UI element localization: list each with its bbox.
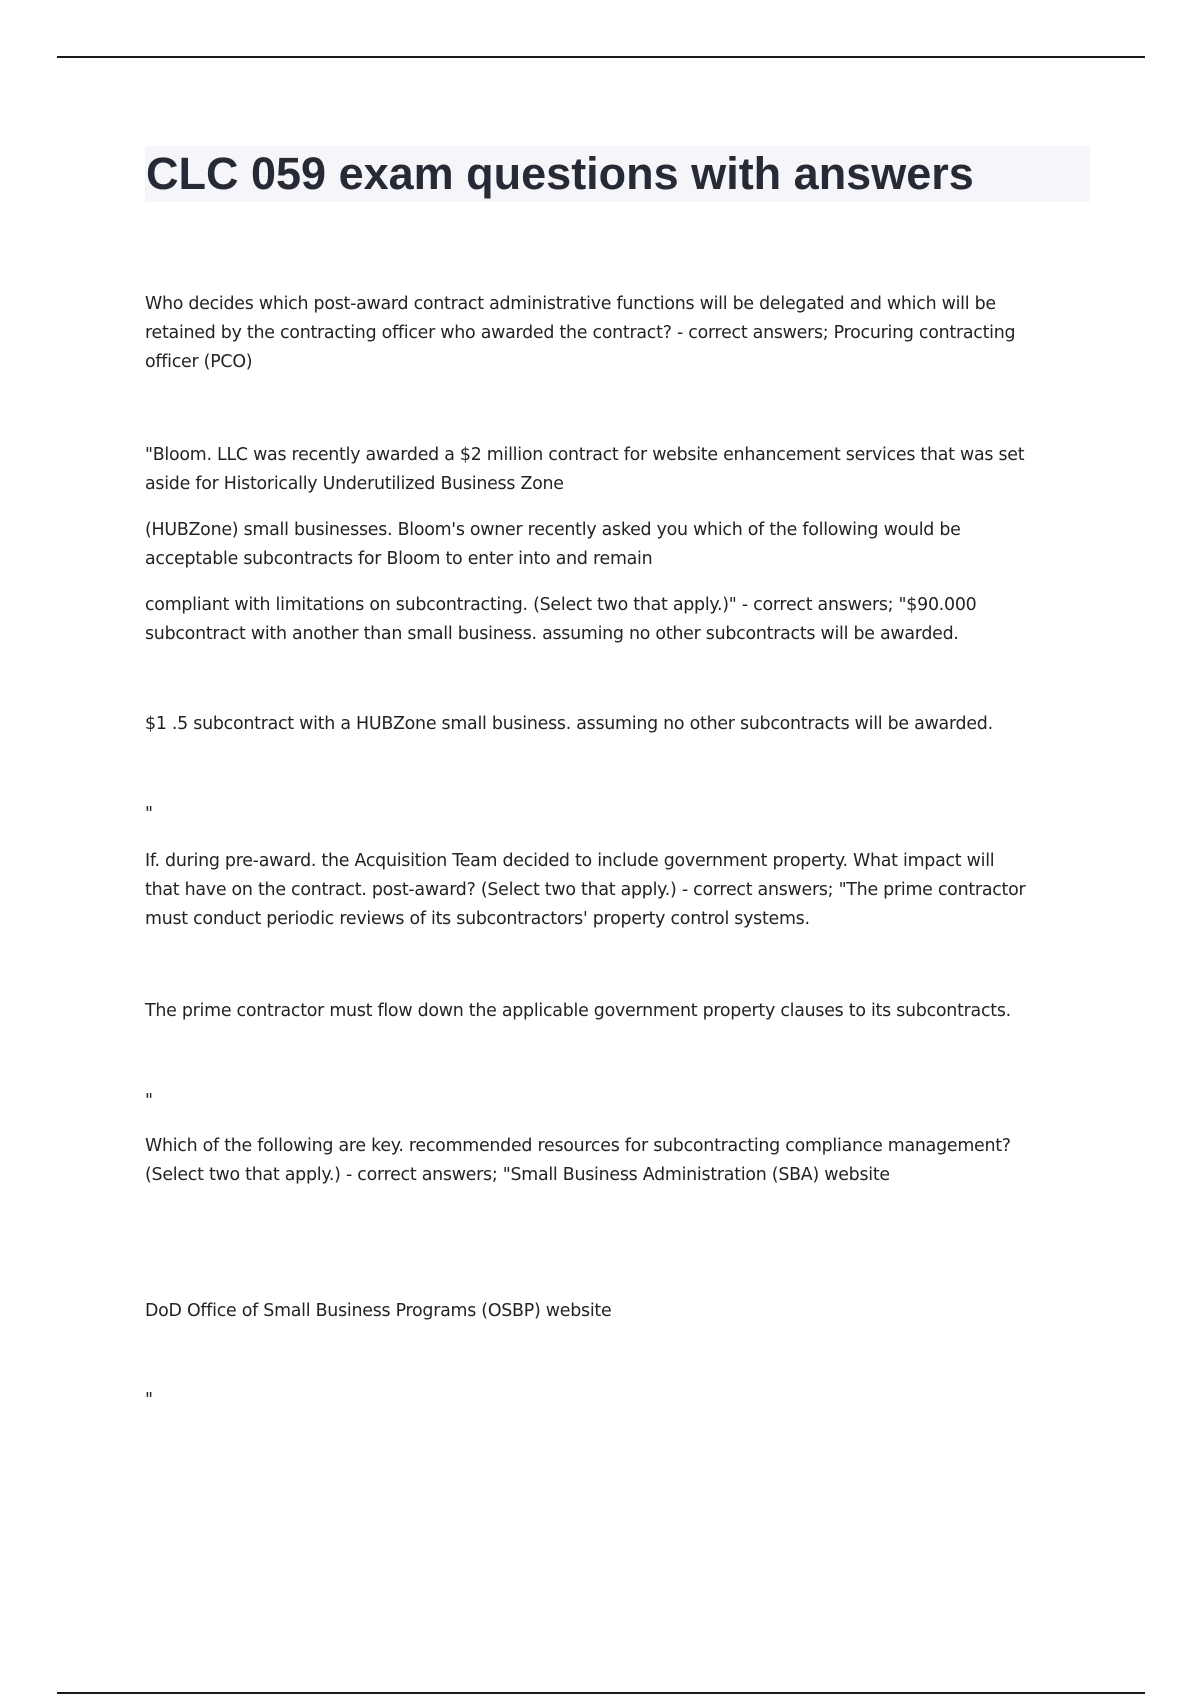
paragraph-q3-answer-option2	[145, 997, 1090, 1026]
text-line: "	[145, 1091, 153, 1111]
text-line: compliant with limitations on subcontracting. (Select two that apply.)" - correct answers; "$90.000	[145, 595, 977, 615]
paragraph-q2-part1	[145, 441, 1090, 499]
text-line: acceptable subcontracts for Bloom to enter into and remain	[145, 549, 653, 569]
paragraph-closing-quote	[145, 1087, 1090, 1116]
paragraph-closing-quote	[145, 1386, 1090, 1415]
paragraph-q3	[145, 847, 1090, 934]
text-line: "Bloom. LLC was recently awarded a $2 million contract for website enhancement services that was set	[145, 445, 1025, 465]
paragraph-q2-answer-option2	[145, 710, 1090, 739]
text-line: officer (PCO)	[145, 352, 253, 372]
text-line: Who decides which post-award contract administrative functions will be delegated and which will be	[145, 294, 996, 314]
text-line: that have on the contract. post-award? (Select two that apply.) - correct answers; "The prime contractor	[145, 880, 1026, 900]
bottom-rule	[57, 1692, 1145, 1694]
text-line: subcontract with another than small business. assuming no other subcontracts will be awarded.	[145, 624, 959, 644]
text-line: The prime contractor must flow down the applicable government property clauses to its subcontracts.	[145, 1001, 1011, 1021]
text-line: $1 .5 subcontract with a HUBZone small business. assuming no other subcontracts will be awarded.	[145, 714, 993, 734]
text-line: retained by the contracting officer who awarded the contract? - correct answers; Procuring contracting	[145, 323, 1016, 343]
document-title: CLC 059 exam questions with answers	[146, 148, 974, 199]
paragraph-q2-answer	[145, 591, 1090, 649]
paragraph-q1	[145, 290, 1090, 377]
text-line: "	[145, 804, 153, 824]
text-line: aside for Historically Underutilized Business Zone	[145, 474, 564, 494]
text-line: If. during pre-award. the Acquisition Team decided to include government property. What impact will	[145, 851, 995, 871]
text-line: "	[145, 1390, 153, 1410]
text-line: (Select two that apply.) - correct answers; "Small Business Administration (SBA) website	[145, 1165, 890, 1185]
paragraph-closing-quote	[145, 800, 1090, 829]
top-rule	[57, 56, 1145, 58]
text-line: DoD Office of Small Business Programs (OSBP) website	[145, 1301, 612, 1321]
paragraph-q2-part2	[145, 516, 1090, 574]
text-line: must conduct periodic reviews of its subcontractors' property control systems.	[145, 909, 810, 929]
paragraph-q4	[145, 1132, 1090, 1190]
text-line: Which of the following are key. recommended resources for subcontracting compliance management?	[145, 1136, 1011, 1156]
text-line: (HUBZone) small businesses. Bloom's owner recently asked you which of the following would be	[145, 520, 961, 540]
paragraph-q4-answer-option2	[145, 1297, 1090, 1326]
